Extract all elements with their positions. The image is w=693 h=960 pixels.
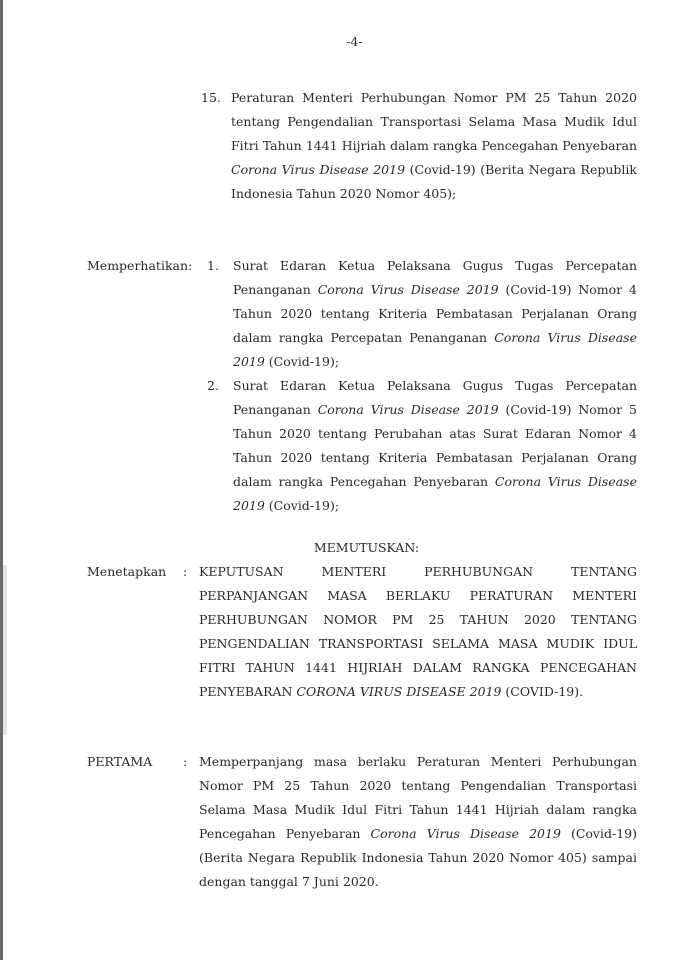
memutuskan-heading: MEMUTUSKAN: <box>313 540 420 555</box>
memperhatikan-label: Memperhatikan: <box>87 258 193 273</box>
consideration-item-15 <box>201 86 637 206</box>
item-number: 15. <box>201 90 221 105</box>
item-text: Surat Edaran Ketua Pelaksana Gugus Tugas Percepatan Penanganan Corona Virus Disease 2019 (Covid-19) Nomor 5 Tahun 2020 tentang Perubahan atas Surat Edaran Nomor 4 Tahun 2020 tentang Kriteria Pembatasan Perjalanan Orang dalam rangka Pencegahan Penyebaran Corona Virus Disease 2019 (Covid-19); <box>233 378 637 513</box>
scan-edge-shadow <box>3 565 7 735</box>
item-text: Peraturan Menteri Perhubungan Nomor PM 25 Tahun 2020 tentang Pengendalian Transportasi Selama Masa Mudik Idul Fitri Tahun 1441 Hijriah dalam rangka Pencegahan Penyebaran Corona Virus Disease 2019 (Covid-19) (Berita Negara Republik Indonesia Tahun 2020 Nomor 405); <box>231 90 637 201</box>
pertama-section <box>87 750 637 894</box>
item-number: 1. <box>207 258 219 273</box>
pertama-text: Memperpanjang masa berlaku Peraturan Menteri Perhubungan Nomor PM 25 Tahun 2020 tentang Pengendalian Transportasi Selama Masa Mudik Idul Fitri Tahun 1441 Hijriah dalam rangka Pencegahan Penyebaran Corona Virus Disease 2019 (Covid-19) (Berita Negara Republik Indonesia Tahun 2020 Nomor 405) sampai dengan tanggal 7 Juni 2020. <box>199 754 637 889</box>
memperhatikan-item-2 <box>207 374 637 518</box>
item-text: Surat Edaran Ketua Pelaksana Gugus Tugas Percepatan Penanganan Corona Virus Disease 2019 (Covid-19) Nomor 4 Tahun 2020 tentang Kriteria Pembatasan Perjalanan Orang dalam rangka Percepatan Penanganan Corona Virus Disease 2019 (Covid-19); <box>233 258 637 369</box>
page-number: -4- <box>346 34 363 49</box>
menetapkan-label: Menetapkan <box>87 564 167 579</box>
memperhatikan-item-1 <box>207 254 637 374</box>
scan-edge-left <box>0 0 3 960</box>
pertama-label: PERTAMA <box>87 754 153 769</box>
menetapkan-section <box>87 560 637 704</box>
menetapkan-text: KEPUTUSAN MENTERI PERHUBUNGAN TENTANG PERPANJANGAN MASA BERLAKU PERATURAN MENTERI PERHUBUNGAN NOMOR PM 25 TAHUN 2020 TENTANG PENGENDALIAN TRANSPORTASI SELAMA MASA MUDIK IDUL FITRI TAHUN 1441 HIJRIAH DALAM RANGKA PENCEGAHAN PENYEBARAN CORONA VIRUS DISEASE 2019 (COVID-19). <box>199 564 637 699</box>
pertama-colon: : <box>183 754 188 769</box>
memperhatikan-section <box>87 254 637 518</box>
menetapkan-colon: : <box>183 564 188 579</box>
item-number: 2. <box>207 378 219 393</box>
